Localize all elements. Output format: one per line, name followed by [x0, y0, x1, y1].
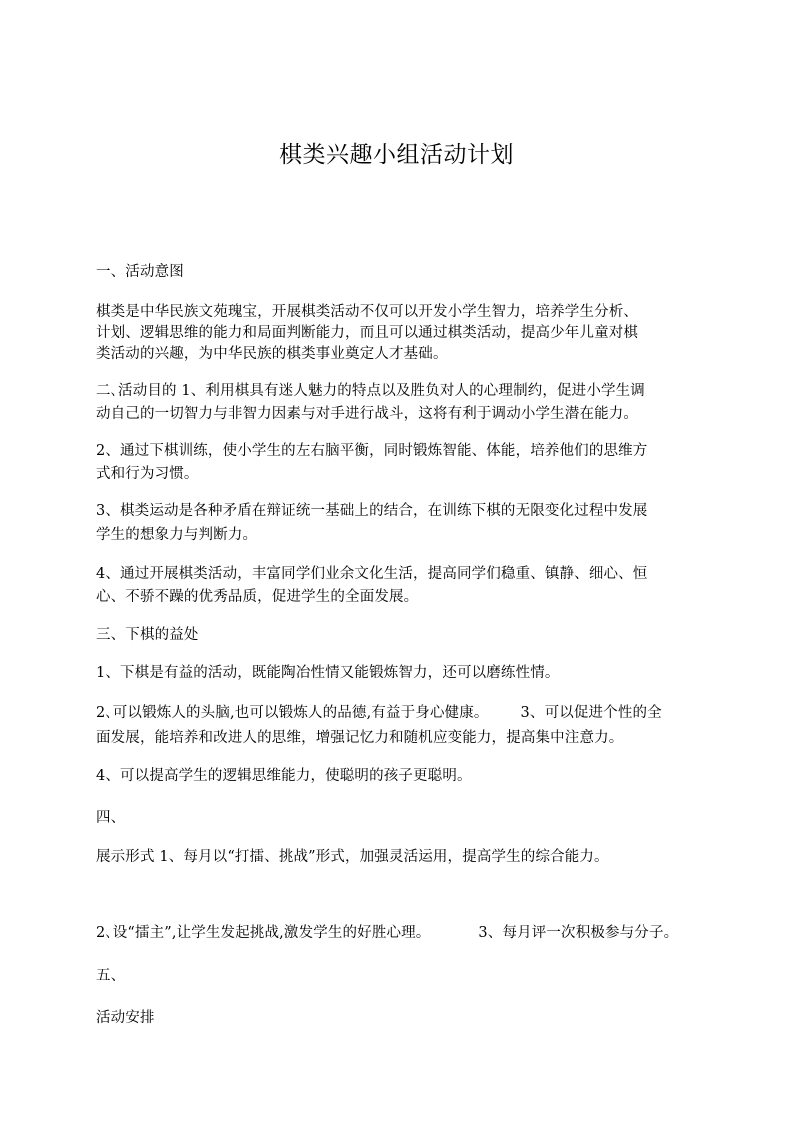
paragraph-line: 1、下棋是有益的活动，既能陶冶性情又能锻炼智力，还可以磨练性情。	[96, 665, 560, 681]
paragraph-line: 2、通过下棋训练，使小学生的左右脑平衡，同时锻炼智能、体能，培养他们的思维方	[96, 443, 648, 459]
paragraph-line: 展示形式 1、每月以“打擂、挑战”形式，加强灵活运用，提高学生的综合能力。	[96, 849, 609, 865]
display-2-text: 2､设“擂主”,让学生发起挑战,激发学生的好胜心理。	[96, 925, 431, 941]
benefit-3-text: 3、可以促进个性的全	[520, 705, 662, 721]
paragraph-line: 心、不骄不躁的优秀品质，促进学生的全面发展。	[96, 589, 419, 605]
paragraph-line	[96, 921, 678, 945]
display-3-text: 3、每月评一次积极参与分子。	[478, 925, 679, 941]
section-heading-3: 三、下棋的益处	[96, 627, 199, 643]
section-heading-1: 一、活动意图	[96, 264, 184, 280]
paragraph-line: 二､活动目的 1、利用棋具有迷人魅力的特点以及胜负对人的心理制约，促进小学生调	[96, 383, 645, 399]
paragraph-line: 4、可以提高学生的逻辑思维能力，使聪明的孩子更聪明。	[96, 768, 472, 784]
benefit-2-text: 2､可以锻炼人的头脑,也可以锻炼人的品德,有益于身心健康。	[96, 705, 489, 721]
paragraph-line: 计划、逻辑思维的能力和局面判断能力，而且可以通过棋类活动，提高少年儿童对棋	[96, 325, 639, 341]
paragraph-line	[96, 701, 662, 725]
paragraph-line: 活动安排	[96, 1010, 155, 1026]
paragraph-line: 3、棋类运动是各种矛盾在辩证统一基础上的结合，在训练下棋的无限变化过程中发展	[96, 503, 648, 519]
paragraph-line: 式和行为习惯。	[96, 466, 199, 482]
paragraph-line: 学生的想象力与判断力。	[96, 527, 258, 543]
paragraph-line: 动自己的一切智力与非智力因素与对手进行战斗，这将有利于调动小学生潜在能力。	[96, 406, 639, 422]
section-heading-5: 五、	[96, 968, 126, 984]
paragraph-line: 4、通过开展棋类活动，丰富同学们业余文化生活，提高同学们稳重、镇静、细心、恒	[96, 566, 648, 582]
document-title: 棋类兴趣小组活动计划	[279, 142, 514, 168]
paragraph-line: 面发展，能培养和改进人的思维，增强记忆力和随机应变能力，提高集中注意力。	[96, 730, 624, 746]
paragraph-line: 类活动的兴趣，为中华民族的棋类事业奠定人才基础。	[96, 346, 448, 362]
paragraph-line: 棋类是中华民族文苑瑰宝，开展棋类活动不仅可以开发小学生智力，培养学生分析、	[96, 304, 639, 320]
section-heading-4: 四、	[96, 810, 126, 826]
